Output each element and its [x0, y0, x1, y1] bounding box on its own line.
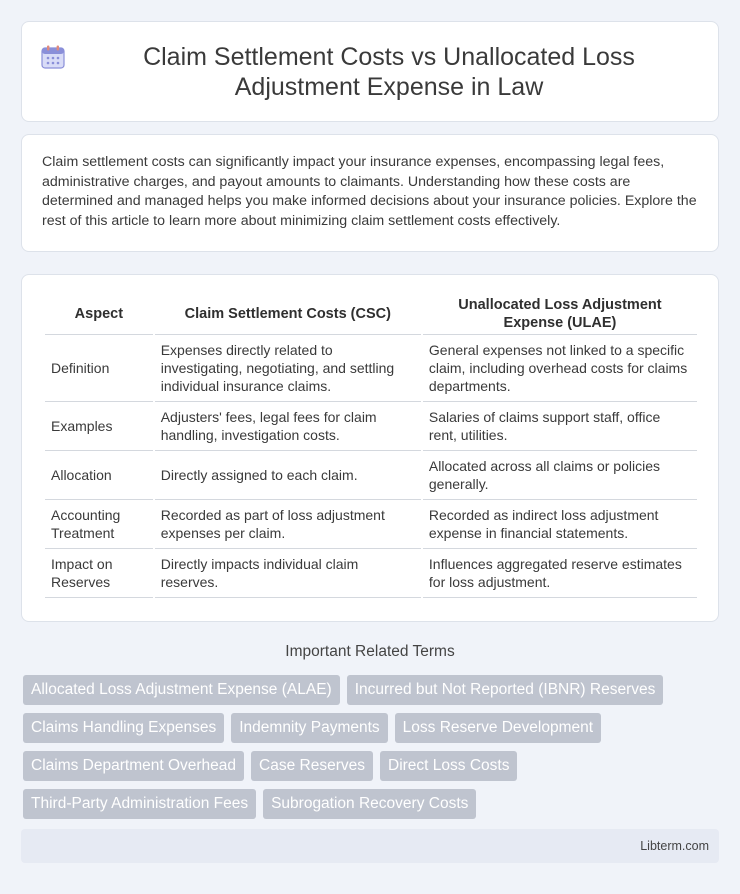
related-term-tag[interactable]: Claims Handling Expenses — [23, 713, 224, 743]
table-row — [45, 451, 697, 500]
related-term-tag[interactable]: Allocated Loss Adjustment Expense (ALAE) — [23, 675, 340, 705]
row-aspect: Definition — [45, 335, 153, 402]
row-aspect: Allocation — [45, 451, 153, 500]
title-card — [21, 21, 719, 122]
row-csc: Recorded as part of loss adjustment expenses per claim. — [155, 500, 421, 549]
table-row — [45, 335, 697, 402]
row-ulae: Influences aggregated reserve estimates for loss adjustment. — [423, 549, 697, 598]
related-term-tag[interactable]: Subrogation Recovery Costs — [263, 789, 476, 819]
row-csc: Adjusters' fees, legal fees for claim handling, investigation costs. — [155, 402, 421, 451]
header-aspect: Aspect — [45, 293, 153, 335]
related-term-tag[interactable]: Loss Reserve Development — [395, 713, 601, 743]
row-csc: Directly impacts individual claim reserves. — [155, 549, 421, 598]
related-term-tag[interactable]: Direct Loss Costs — [380, 751, 517, 781]
row-csc: Directly assigned to each claim. — [155, 451, 421, 500]
table-row — [45, 549, 697, 598]
related-terms-list — [23, 675, 713, 819]
related-term-tag[interactable]: Incurred but Not Reported (IBNR) Reserves — [347, 675, 664, 705]
table-row — [45, 500, 697, 549]
row-aspect: Impact on Reserves — [45, 549, 153, 598]
calendar-icon — [40, 44, 66, 70]
row-aspect: Accounting Treatment — [45, 500, 153, 549]
row-ulae: General expenses not linked to a specific claim, including overhead costs for claims departments. — [423, 335, 697, 402]
table-row — [45, 402, 697, 451]
title-wrap — [40, 42, 700, 102]
intro-card — [21, 134, 719, 252]
table-header-row — [45, 293, 697, 335]
page-title: Claim Settlement Costs vs Unallocated Loss Adjustment Expense in Law — [143, 42, 635, 101]
footer — [21, 829, 719, 863]
footer-site-link[interactable]: Libterm.com — [640, 839, 709, 853]
related-term-tag[interactable]: Case Reserves — [251, 751, 373, 781]
row-aspect: Examples — [45, 402, 153, 451]
related-term-tag[interactable]: Indemnity Payments — [231, 713, 387, 743]
row-ulae: Salaries of claims support staff, office rent, utilities. — [423, 402, 697, 451]
comparison-table-card — [21, 274, 719, 622]
comparison-table — [43, 293, 699, 598]
header-ulae: Unallocated Loss Adjustment Expense (ULAE) — [423, 293, 697, 335]
intro-paragraph: Claim settlement costs can significantly impact your insurance expenses, encompassing legal fees, administrative charges, and payout amounts to claimants. Understanding how these costs are determined and managed helps you make informed decisions about your insurance policies. Explore the rest of this article to learn more about minimizing claim settlement costs effectively. — [42, 154, 697, 229]
header-csc: Claim Settlement Costs (CSC) — [155, 293, 421, 335]
related-term-tag[interactable]: Third-Party Administration Fees — [23, 789, 256, 819]
related-term-tag[interactable]: Claims Department Overhead — [23, 751, 244, 781]
related-terms-heading: Important Related Terms — [285, 643, 455, 660]
row-csc: Expenses directly related to investigating, negotiating, and settling individual insurance claims. — [155, 335, 421, 402]
row-ulae: Allocated across all claims or policies generally. — [423, 451, 697, 500]
row-ulae: Recorded as indirect loss adjustment expense in financial statements. — [423, 500, 697, 549]
